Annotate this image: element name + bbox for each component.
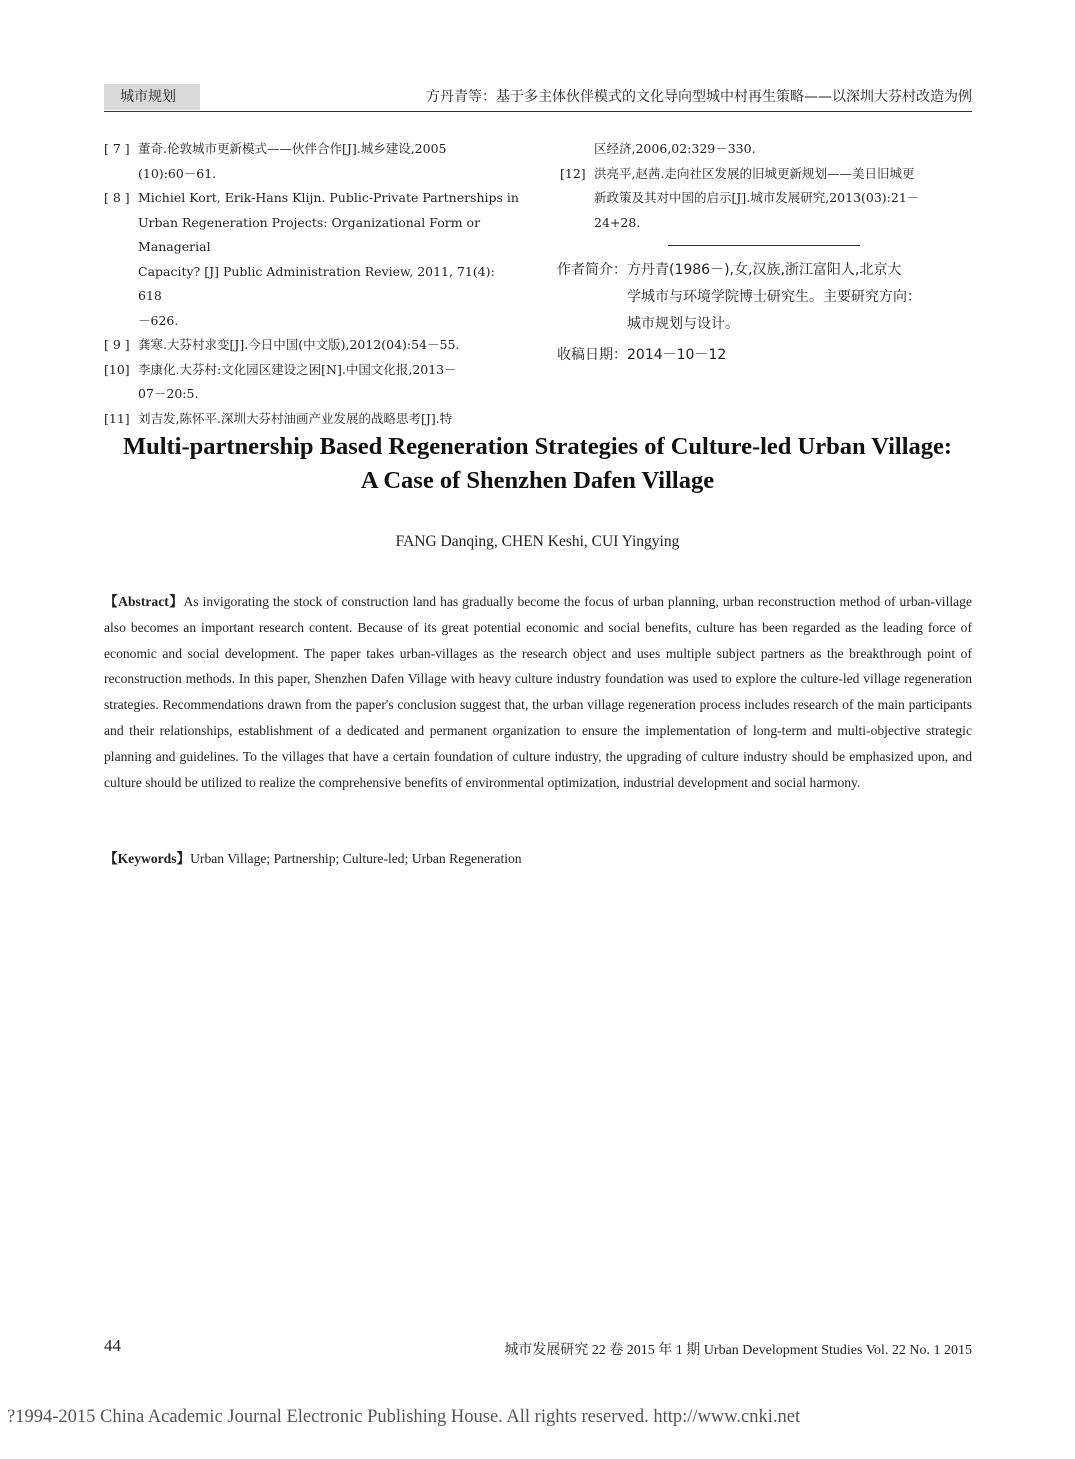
- reference-line: [560, 162, 972, 187]
- author-bio: [557, 257, 973, 369]
- running-title: 方丹青等：基于多主体伙伴模式的文化导向型城中村再生策略——以深圳大芬村改造为例: [426, 89, 972, 105]
- reference-number: [560, 137, 594, 162]
- abstract-text: As invigorating the stock of construction land has gradually become the focus of urban planning, urban reconstruction method of urban-village also becomes an important research content. Because of its great potential economic and social benefits, culture has been regarded as the leading force of economic and social development. The paper takes urban-villages as the research object and uses multiple subject partners as the breakthrough point of reconstruction methods. In this paper, Shenzhen Dafen Village with heavy culture industry foundation was used to explore the culture-led village regeneration strategies. Recommendations drawn from the paper's conclusion suggest that, the urban village regeneration process includes research of the main participants and their relationships, establishment of a dedicated and permanent organization to ensure the implementation of long-term and multi-objective strategic planning and guidelines. To the villages that have a certain foundation of culture industry, the upgrading of culture industry should be emphasized upon, and culture should be utilized to realize the comprehensive benefits of environmental optimization, industrial development and social harmony.: [104, 594, 973, 790]
- reference-text: 24+28.: [594, 214, 641, 230]
- reference-line: [104, 358, 522, 383]
- received-date-value: 2014－10－12: [627, 347, 727, 363]
- reference-number: [12]: [560, 165, 586, 181]
- received-date-label: 收稿日期：: [557, 347, 627, 363]
- reference-text: 董奇.伦敦城市更新模式——伙伴合作[J].城乡建设,2005: [138, 141, 447, 156]
- reference-text: 区经济,2006,02:329－330.: [594, 141, 756, 156]
- reference-line: [104, 309, 522, 334]
- reference-text: 新政策及其对中国的启示[J].城市发展研究,2013(03):21－: [594, 190, 920, 205]
- journal-footer: 城市发展研究 22 卷 2015 年 1 期 Urban Development Studies Vol. 22 No. 1 2015: [504, 1343, 972, 1358]
- copyright-notice: ?1994-2015 China Academic Journal Electronic Publishing House. All rights reserved. http://www.cnki.net: [7, 1407, 801, 1427]
- author-bio-line: 学城市与环境学院博士研究生。主要研究方向：: [627, 289, 921, 305]
- abstract: [104, 589, 972, 795]
- reference-text: 龚寒.大芬村求变[J].今日中国(中文版),2012(04):54－55.: [138, 337, 460, 352]
- author-bio-line: 城市规划与设计。: [627, 316, 739, 332]
- reference-text: Capacity? [J] Public Administration Review, 2011, 71(4): 618: [138, 263, 495, 303]
- reference-number: [ 8 ]: [104, 190, 130, 205]
- header-divider: [104, 111, 972, 112]
- reference-number: [ 9 ]: [104, 337, 130, 352]
- reference-number: [ 7 ]: [104, 141, 130, 156]
- references-left-column: [104, 137, 522, 431]
- reference-line: [560, 211, 972, 236]
- reference-line: [104, 407, 522, 432]
- reference-number: [11]: [104, 410, 130, 426]
- abstract-label: 【Abstract】: [104, 594, 184, 609]
- author-bio-line: 方丹青(1986－),女,汉族,浙江富阳人,北京大: [627, 262, 902, 278]
- reference-line: [104, 162, 522, 187]
- paper-title-line-2: A Case of Shenzhen Dafen Village: [360, 467, 715, 494]
- reference-line: [104, 260, 522, 309]
- reference-text: (10):60－61.: [138, 165, 217, 181]
- reference-number: [10]: [104, 361, 130, 377]
- reference-line: [104, 333, 522, 358]
- bio-divider: [668, 245, 860, 246]
- reference-text: 07－20:5.: [138, 386, 199, 401]
- reference-line: [104, 137, 522, 162]
- keywords: [104, 846, 972, 872]
- reference-line: [104, 186, 522, 211]
- reference-line: [104, 211, 522, 260]
- page-number: 44: [104, 1336, 121, 1355]
- reference-text: －626.: [138, 312, 179, 328]
- section-tag: 城市规划: [104, 84, 200, 110]
- reference-line: [104, 382, 522, 407]
- paper-authors: FANG Danqing, CHEN Keshi, CUI Yingying: [395, 533, 680, 550]
- reference-text: 洪亮平,赵茜.走向社区发展的旧城更新规划——美日旧城更: [594, 165, 915, 181]
- reference-text: Michiel Kort, Erik-Hans Klijn. Public-Private Partnerships in: [138, 190, 519, 205]
- author-bio-label: 作者简介：: [557, 262, 627, 278]
- paper-title: [60, 430, 1015, 498]
- reference-line: [560, 137, 972, 162]
- references-right-column: [560, 137, 972, 235]
- keywords-text: Urban Village; Partnership; Culture-led; Urban Regeneration: [190, 851, 522, 866]
- reference-text: 李康化.大芬村:文化园区建设之困[N].中国文化报,2013－: [138, 361, 457, 377]
- reference-text: Urban Regeneration Projects: Organizational Form or Managerial: [138, 214, 481, 254]
- paper-title-line-1: Multi-partnership Based Regeneration Strategies of Culture-led Urban Village:: [122, 433, 953, 460]
- reference-text: 刘吉发,陈怀平.深圳大芬村油画产业发展的战略思考[J].特: [138, 410, 453, 426]
- keywords-label: 【Keywords】: [104, 851, 191, 866]
- reference-line: [560, 186, 972, 211]
